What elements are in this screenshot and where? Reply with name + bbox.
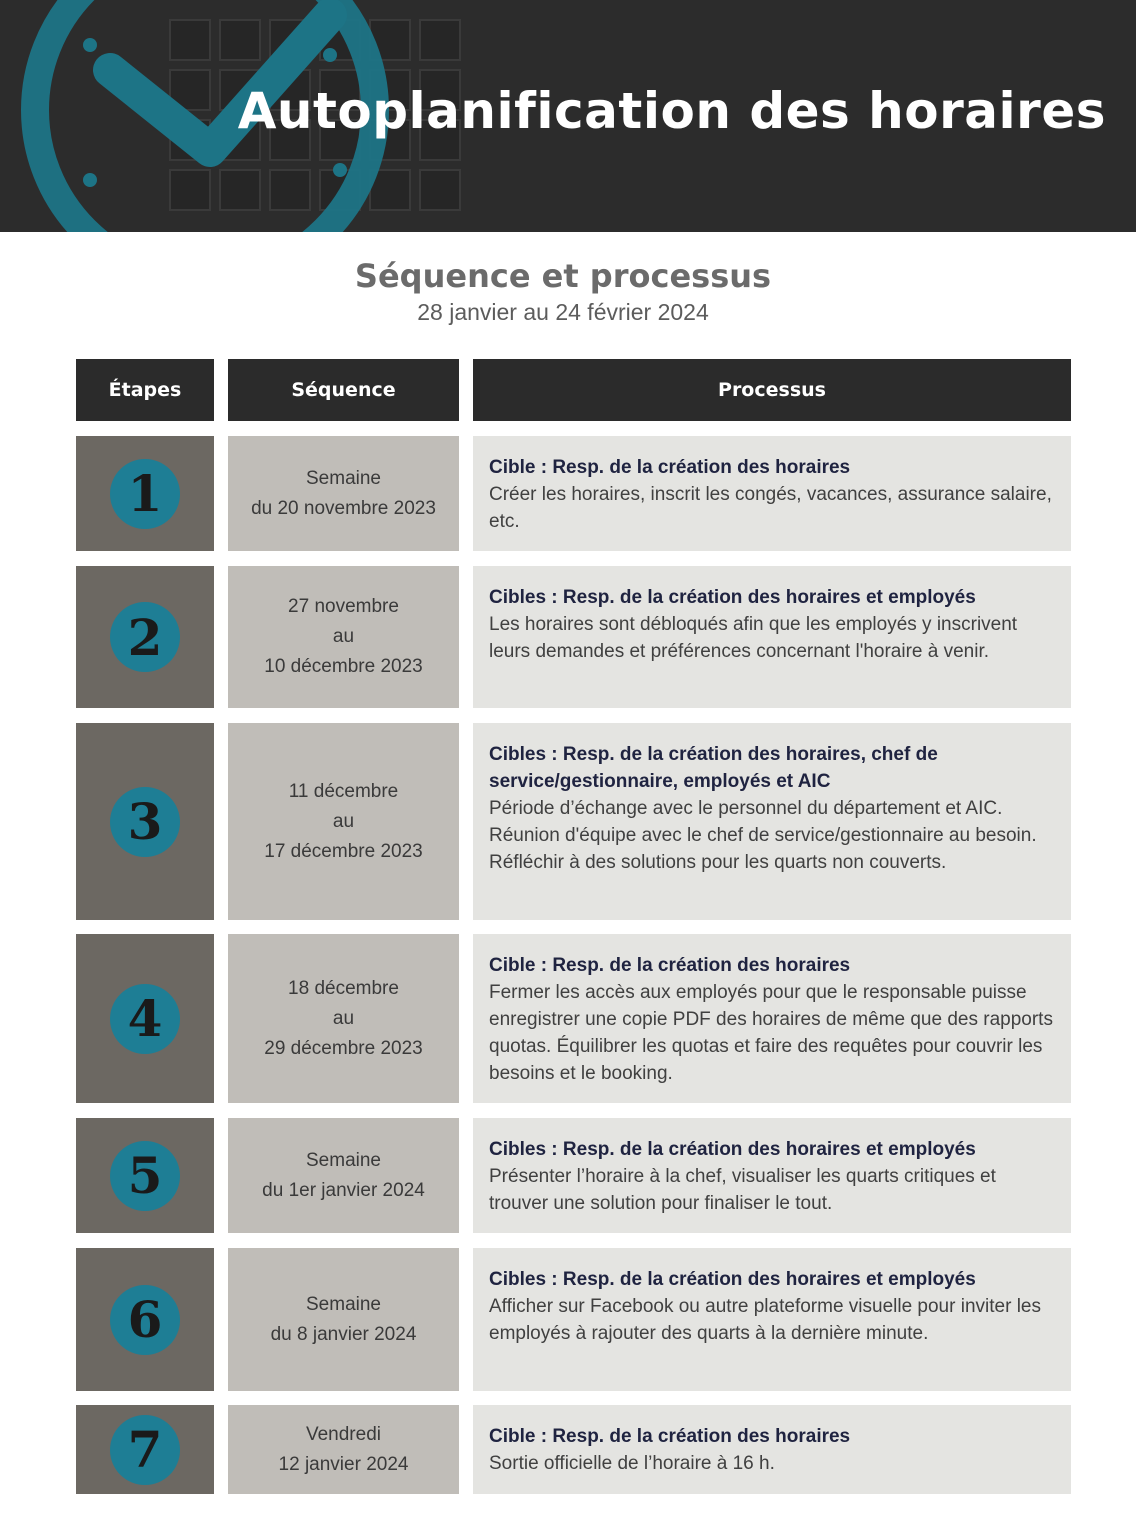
column-header-steps: Étapes	[76, 359, 214, 421]
process-description: Présenter l’horaire à la chef, visualiser les quarts critiques et trouver une solution pour finaliser le tout.	[489, 1166, 996, 1214]
sequence-line: 12 janvier 2024	[278, 1453, 409, 1475]
process-cell	[473, 566, 1071, 708]
sequence-line: au	[332, 810, 355, 832]
sequence-line: au	[332, 626, 355, 647]
process-description: Afficher sur Facebook ou autre plateforme visuelle pour inviter les employés à rajouter des quarts à la dernière minute.	[489, 1296, 1041, 1344]
step-cell	[76, 934, 214, 1103]
sequence-line: du 8 janvier 2024	[270, 1323, 417, 1345]
process-description: Sortie officielle de l’horaire à 16 h.	[489, 1453, 775, 1474]
sequence-line: Semaine	[306, 1149, 381, 1171]
step-cell	[76, 1118, 214, 1233]
step-cell	[76, 1405, 214, 1494]
sequence-line: au	[332, 1007, 355, 1029]
column-header-process: Processus	[473, 359, 1071, 421]
sequence-cell	[228, 723, 459, 920]
sequence-line: 27 novembre	[288, 596, 399, 617]
sequence-line: du 1er janvier 2024	[262, 1179, 425, 1201]
step-number-badge: 5	[110, 1141, 180, 1211]
step-number-badge: 3	[110, 787, 180, 857]
process-description: Créer les horaires, inscrit les congés, vacances, assurance salaire, etc.	[489, 484, 1052, 532]
sequence-line: 10 décembre 2023	[264, 656, 423, 677]
step-cell	[76, 1248, 214, 1391]
step-number-badge: 2	[110, 602, 180, 672]
process-target: Cibles : Resp. de la création des horaires et employés	[489, 1139, 976, 1160]
step-cell	[76, 566, 214, 708]
process-description: Les horaires sont débloqués afin que les employés y inscrivent leurs demandes et préférences concernant l'horaire à venir.	[489, 614, 1018, 662]
process-target: Cible : Resp. de la création des horaires	[489, 1426, 851, 1447]
sequence-line: Semaine	[306, 1293, 381, 1315]
process-cell	[473, 934, 1071, 1103]
sequence-cell	[228, 436, 459, 551]
process-description: Période d’échange avec le personnel du département et AIC. Réunion d'équipe avec le chef de service/gestionnaire au besoin. Réfléchir à des solutions pour les quarts non couverts.	[489, 798, 1037, 873]
process-cell	[473, 723, 1071, 920]
step-number-badge: 1	[110, 459, 180, 529]
step-cell	[76, 436, 214, 551]
process-cell	[473, 1248, 1071, 1391]
sequence-line: 11 décembre	[288, 780, 399, 802]
column-header-sequence: Séquence	[228, 359, 459, 421]
process-cell	[473, 436, 1071, 551]
sequence-cell	[228, 1248, 459, 1391]
process-target: Cible : Resp. de la création des horaires	[489, 955, 851, 976]
step-number-badge: 6	[110, 1285, 180, 1355]
process-target: Cibles : Resp. de la création des horaires et employés	[489, 587, 976, 608]
step-number-badge: 7	[110, 1415, 180, 1485]
sequence-line: 17 décembre 2023	[264, 840, 423, 862]
process-cell	[473, 1118, 1071, 1233]
section-subtitle: Séquence et processus	[354, 257, 772, 295]
sequence-line: Vendredi	[305, 1423, 381, 1445]
page-title: Autoplanification des horaires	[237, 82, 1106, 140]
process-description: Fermer les accès aux employés pour que le responsable puisse enregistrer une copie PDF des horaires de même que des rapports quotas. Équilibrer les quotas et faire des requêtes pour couvrir les besoins et le booking.	[489, 982, 1053, 1084]
sequence-line: du 20 novembre 2023	[251, 497, 436, 519]
sequence-cell	[228, 934, 459, 1103]
sequence-line: 29 décembre 2023	[264, 1037, 423, 1059]
process-cell	[473, 1405, 1071, 1494]
sequence-cell	[228, 1118, 459, 1233]
sequence-cell	[228, 1405, 459, 1494]
step-cell	[76, 723, 214, 920]
process-target: Cibles : Resp. de la création des horaires, chef de service/gestionnaire, employés et AIC	[489, 744, 938, 792]
sequence-line: Semaine	[306, 467, 381, 489]
date-range: 28 janvier au 24 février 2024	[417, 299, 709, 325]
process-target: Cibles : Resp. de la création des horaires et employés	[489, 1269, 976, 1290]
step-number-badge: 4	[110, 984, 180, 1054]
sequence-cell	[228, 566, 459, 708]
process-target: Cible : Resp. de la création des horaires	[489, 457, 851, 478]
sequence-line: 18 décembre	[288, 977, 399, 999]
